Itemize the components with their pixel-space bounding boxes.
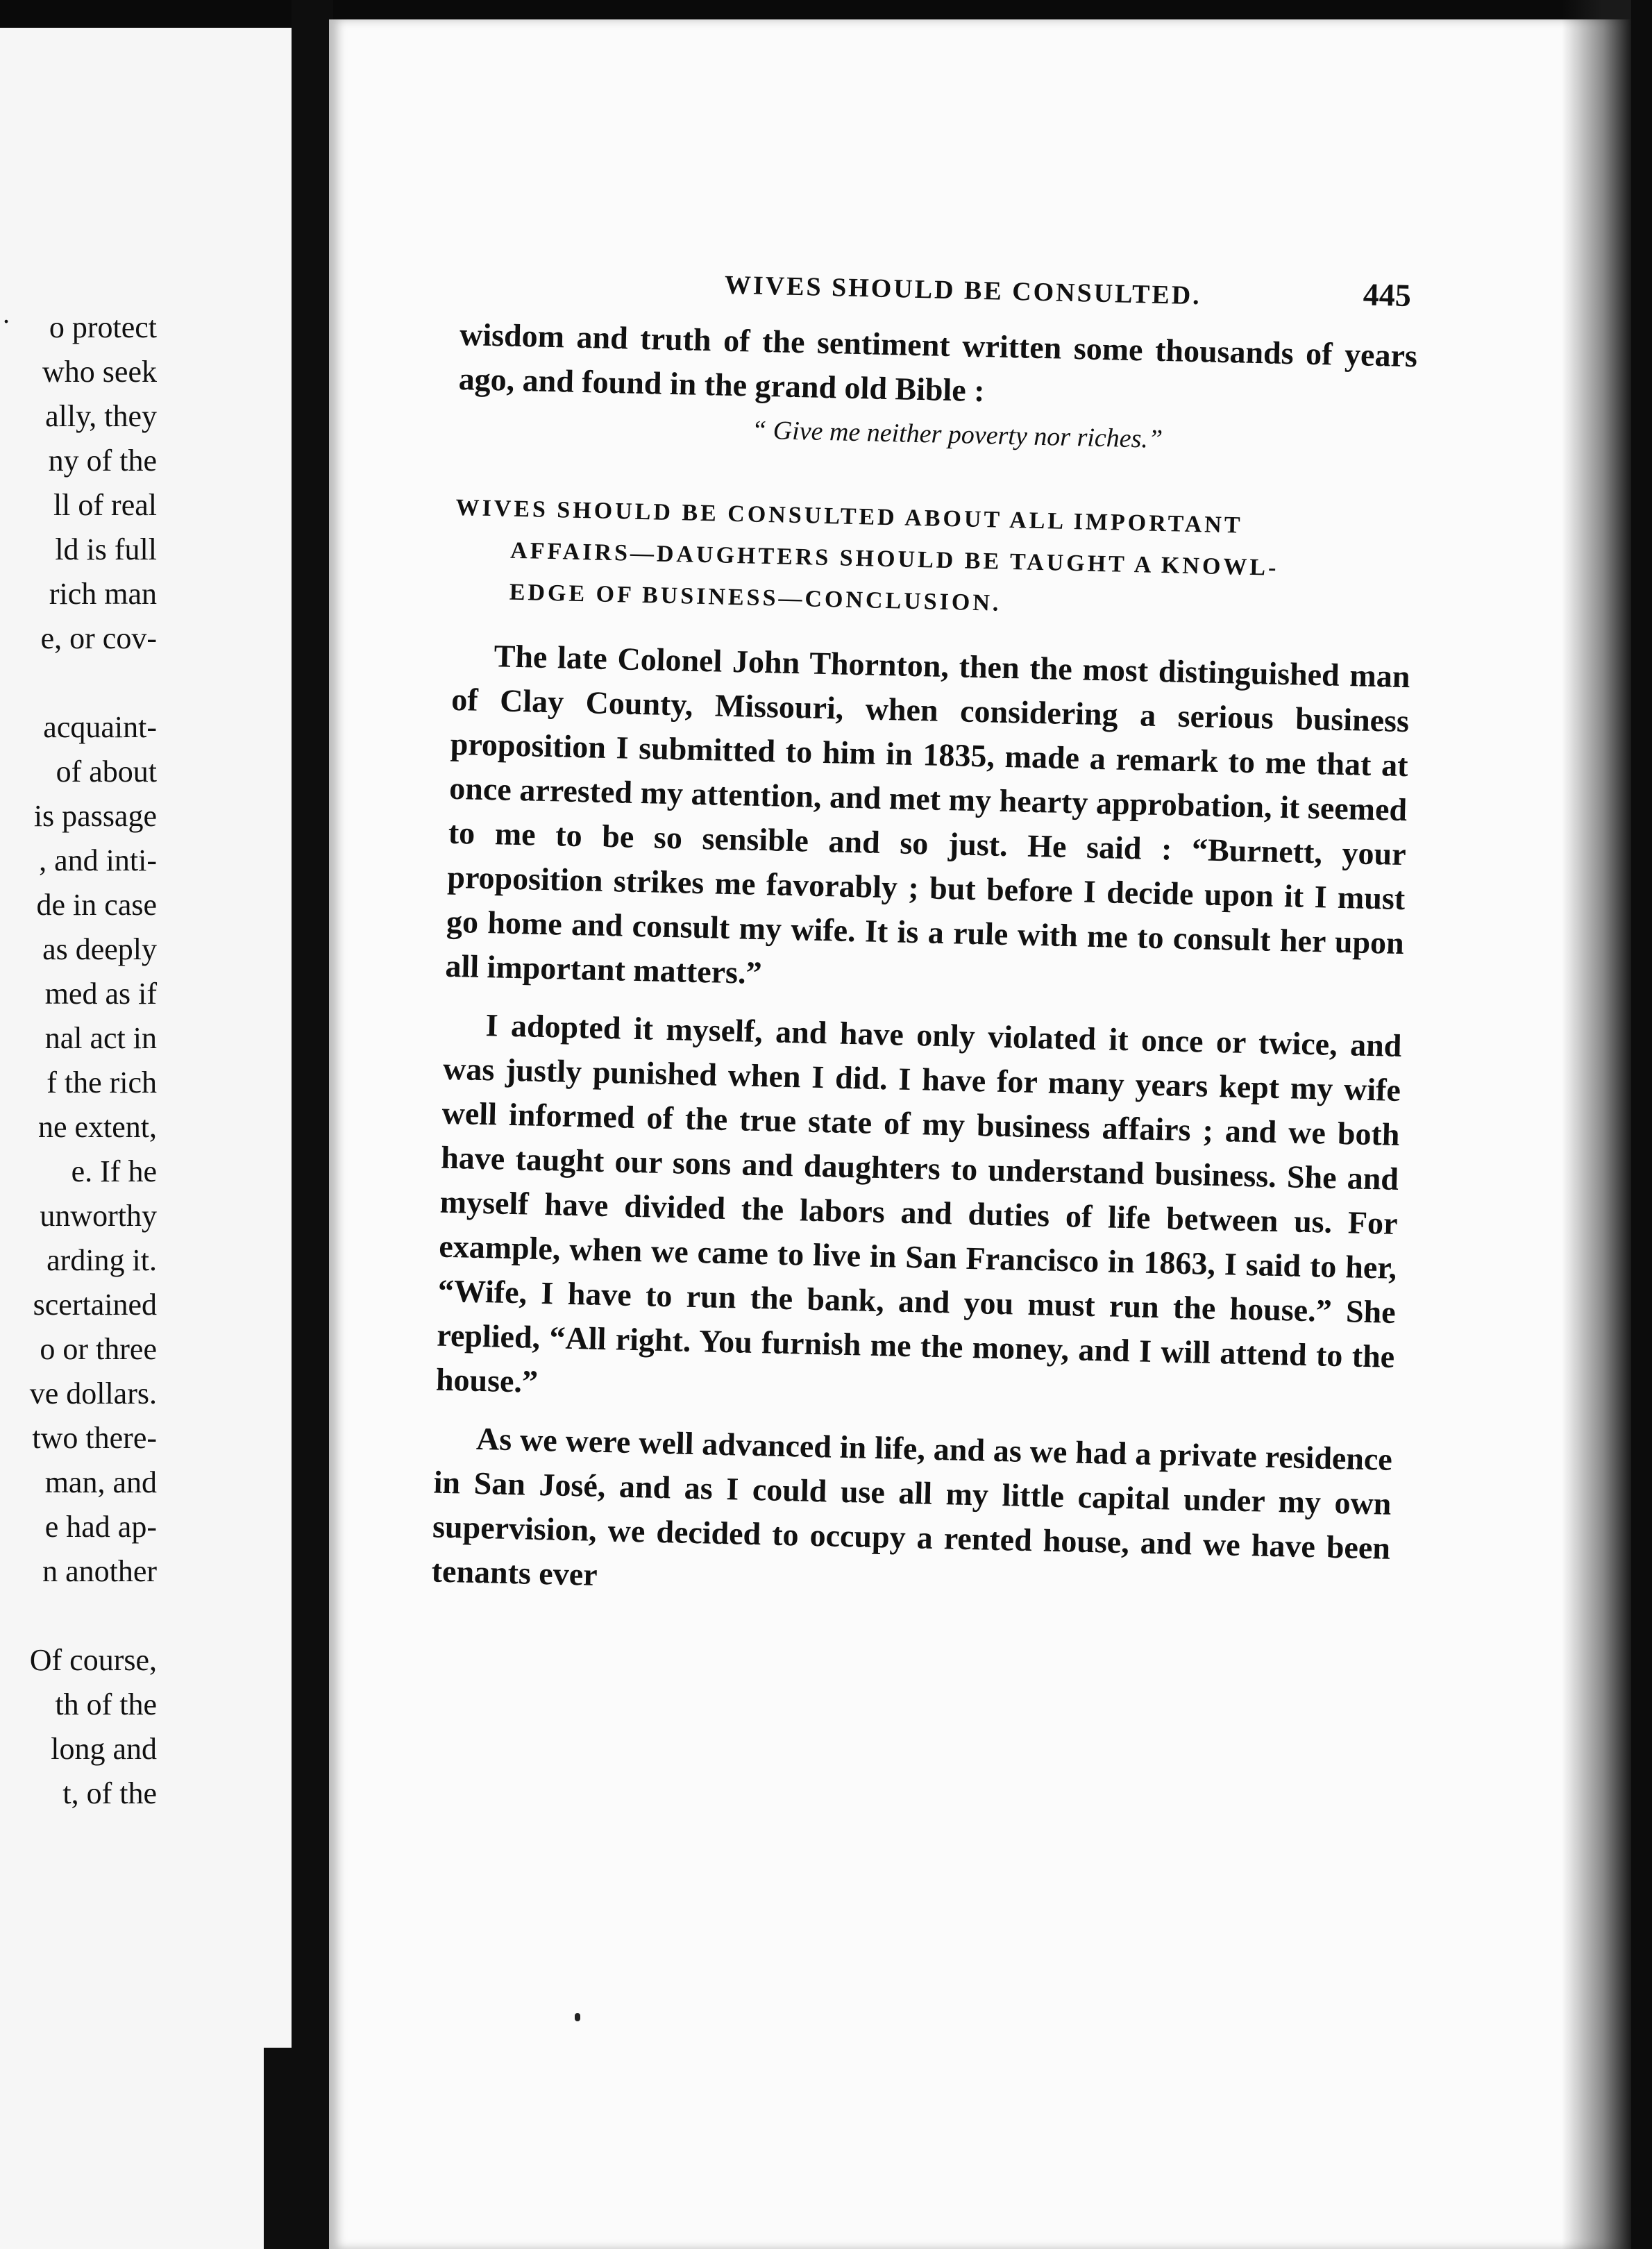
left-page-line: nal act in <box>44 1021 157 1055</box>
left-page-line: scertained <box>33 1288 157 1322</box>
left-page-line: acquaint- <box>43 710 157 744</box>
left-page-line: ve dollars. <box>29 1376 157 1410</box>
left-page-line: e, or cov- <box>40 621 157 655</box>
left-page-line: th of the <box>55 1687 157 1721</box>
left-page-line: two there- <box>32 1421 157 1455</box>
bible-quote: “ Give me neither poverty nor riches.” <box>751 415 1163 454</box>
left-page-line: e. If he <box>71 1154 157 1188</box>
left-page-line: n another <box>42 1554 157 1588</box>
left-page-line: man, and <box>44 1465 157 1499</box>
left-page-line: ne extent, <box>37 1110 157 1144</box>
left-page-line: t, of the <box>62 1776 157 1810</box>
page-number: 445 <box>1363 276 1412 314</box>
left-page-line: med as if <box>44 977 157 1011</box>
paragraph-adopted-rule: I adopted it myself, and have only violated it once or twice, and was justly punished when I did. I have for many years kept my wife well informed of the true state of my business affairs ; and we both have taught our sons and daughters to understand business. She and myself have divided the labors and duties of life between us. For example, when we came to live in San Francisco in 1863, I said to her, “Wife, I have to run the bank, and you must run the house.” She replied, “All right. You furnish me the money, and I will attend to the house.” <box>435 1007 1402 1399</box>
scan-right-edge <box>1631 0 1652 2249</box>
left-page-line: de in case <box>36 888 157 922</box>
paragraph-thornton: The late Colonel John Thornton, then the most distinguished man of Clay County, Missouri, when considering a serious business proposition I submitted to him in 1835, made a remark to me that at once arrested my attention, and met my hearty approbation, it seemed to me to be so sensible and so just. He said : “Burnett, your proposition strikes me favorably ; but before I decide upon it I must go home and consult my wife. It is a rule with me to consult her upon all important matters.” <box>445 638 1410 991</box>
left-page-line: rich man <box>49 577 157 611</box>
left-page-line: arding it. <box>47 1243 157 1277</box>
left-page-line: who seek <box>42 355 157 389</box>
lead-paragraph: wisdom and truth of the sentiment written some thousands of years ago, and found in the grand old Bible : <box>458 316 1418 409</box>
left-page-line: long and <box>51 1732 157 1766</box>
running-title: WIVES SHOULD BE CONSULTED. <box>724 270 1202 311</box>
left-page-line: , and inti- <box>39 843 157 877</box>
left-page-mark: . <box>3 298 10 329</box>
left-page-line: ny of the <box>48 444 157 478</box>
left-page-line: Of course, <box>29 1643 157 1677</box>
left-page-line: unworthy <box>40 1199 157 1233</box>
left-page-line: o protect <box>49 310 157 344</box>
section-heading-line-1: WIVES SHOULD BE CONSULTED ABOUT ALL IMPORTANT <box>455 494 1243 539</box>
print-speck <box>575 2013 580 2021</box>
left-page-line: ll of real <box>53 488 157 522</box>
paragraph-rented-house: As we were well advanced in life, and as we had a private residence in San José, and as I could use all my little capital under my own supervision, we decided to occupy a rented house, and we have been tenants ever <box>431 1420 1393 1592</box>
page-edge-shadow <box>1562 0 1631 2249</box>
left-page-line: ally, they <box>45 399 157 433</box>
scan-edge <box>264 2048 292 2249</box>
left-page-line: o or three <box>40 1332 157 1366</box>
left-page-line: e had ap- <box>44 1510 157 1544</box>
section-heading <box>453 487 1414 634</box>
page-text-block <box>431 250 1419 1615</box>
book-gutter <box>292 0 333 2249</box>
left-page-line: of about <box>56 755 157 789</box>
left-page-line: ld is full <box>55 532 157 566</box>
section-heading-line-2: AFFAIRS—DAUGHTERS SHOULD BE TAUGHT A KNOWL- <box>509 537 1279 581</box>
left-page-line: as deeply <box>42 932 157 966</box>
left-page-line: is passage <box>33 799 157 833</box>
section-heading-line-3: EDGE OF BUSINESS—CONCLUSION. <box>509 579 1002 616</box>
left-page-line: f the rich <box>47 1065 157 1100</box>
left-page <box>0 28 292 2249</box>
